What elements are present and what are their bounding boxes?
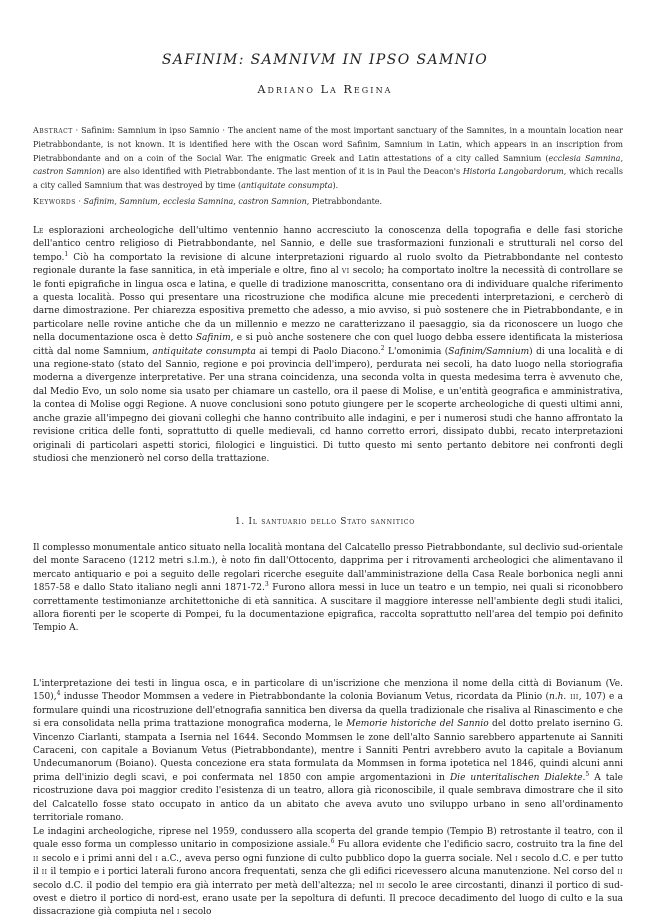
footnote-ref: 5 [585,770,590,778]
paragraph-intro: Le esplorazioni archeologiche dell'ultimo ventennio hanno accresciuto la conoscenza della topografia e delle fasi storiche dell'antico centro religioso di Pietrabbondante, nel Sannio, e delle sue trasformazioni funzionali e strutturali nel corso del tempo.$^1$ Ciò ha comportato la revisione di alcune interpretazioni riguardo al ruolo svolto da Pietrabbondante nel contesto regionale durante la fase sannitica, in età imperiale e oltre, fino al vi secolo; ha comportato inoltre la necessità di controllare se le fonti epigrafiche in lingua osca e latina, e quelle di tradizione manoscritta, consentano ora di individuare qualche riferimento a questa località. Posso qui presentare una ricostruzione che modifica alcune mie precedenti interpretazioni, e cercherò di darne dimostrazione. Per chiarezza espositiva premetto che adesso, a mio avviso, si può sostenere che in Pietrabbondante, e in particolare nelle rovine antiche che da un millennio e mezzo ne caratterizzano il paesaggio, sia da riconoscere un luogo che nella documentazione osca è detto Safinim, e si può anche sostenere che con quel luogo debba essere identificata la misteriosa città dal nome Samnium, antiquitate consumpta ai tempi di Paolo Diacono.$^2$ L'omonimia (Safinim/Samnium) di una località e di una regione-stato (stato del Sannio, regione e poi provincia dell'impero), perdurata nei secoli, ha dato luogo nella storiografia moderna a divergenze interpretative. Per una strana coincidenza, una seconda volta in questa medesima terra è avvenuto che, dal Medio Evo, un solo nome sia usato per chiamare un castello, ora il paese di Molise, e un'entità geografica e amministrativa, la contea di Molise oggi Regione. A nuove conclusioni sono potuto giungere per le scoperte archeologiche di questi ultimi anni, anche grazie all'impegno dei giovani colleghi che hanno contribuito alle indagini, e per i numerosi studi che hanno affrontato la revisione critica delle fonti, soprattutto di quelle medievali, cd hanno corretto errori, dissipato dubbi, recato interpretazioni originali di particolari aspetti storici, filologici e linguistici. Di tutto questo mi sento pertanto debitore nei confronti degli studiosi che menzionerò nel corso della trattazione. [33,226,624,464]
footnote-ref: 1 [64,250,69,258]
section-heading: 1. Il santuario dello Stato sannitico [234,517,416,527]
footnote-ref: 3 [264,581,269,589]
paragraph: L'interpretazione dei testi in lingua osca, e in particolare di un'iscrizione che menziona il nome della città di Bovianum (Ve. 150),$^4$ indusse Theodor Mommsen a vedere in Pietrabbondante la colonia Bovianum Vetus, ricordata da Plinio (n.h. iii, 107) e a formulare quindi una ricostruzione dell'etnografia sannitica ben diversa da quella tradizionale che risaliva al Rinascimento e che si era consolidata nella prima trattazione monografica moderna, le Memorie historiche del Sannio del dotto prelato isernino G. Vincenzo Ciarlanti, stampata a Isernia nel 1644. Secondo Mommsen le zone dell'alto Sannio sarebbero appartenute ai Sanniti Caraceni, con capitale a Bovianum Vetus (Pietrabbondante), mentre i Sanniti Pentri avrebbero avuto la capitale a Bovianum Undecumanorum (Boiano). Questa concezione era stata formulata da Mommsen in forma ipotetica nel 1846, quindi alcuni anni prima dell'inizio degli scavi, e poi confermata nel 1850 con ampie argomentazioni in Die unteritalischen Dialekte.$^5$ A tale ricostruzione dava poi maggior credito l'esistenza di un teatro, allora già riconoscibile, il quale sembrava dimostrare che il sito del Calcatello fosse stato occupato in antico da un abitato che aveva avuto uno sviluppo urbano in seno all'ordinamento territoriale romano. [33,679,623,824]
article-author: Adriano La Regina [257,83,393,96]
dropcap: Le [33,226,44,236]
paragraph: Il complesso monumentale antico situato nella località montana del Calcatello presso Pietrabbondante, sul declivio sud-orientale del monte Saraceno (1212 metri s.l.m.), è noto fin dall'Ottocento, dapprima per i ritrovamenti archeologici che alimentavano il mercato antiquario e poi a seguito delle regolari ricerche eseguite dall'amministrazione della Casa Reale borbonica negli anni 1857-58 e dallo Stato italiano negli anni 1871-72.$^3$ Furono allora messi in luce un teatro e un tempio, nei quali si riconobbero correttamente testimonianze architettoniche di età sannitica. A suscitare il maggiore interesse nell'ambiente degli studi italici, allora fiorenti per le scoperte di Pompei, fu la documentazione epigrafica, raccolta soprattutto nell'area del tempio poi definito Tempio A. [33,543,623,634]
paragraph: Le indagini archeologiche, riprese nel 1959, condussero alla scoperta del grande tempio (Tempio B) retrostante il teatro, con il quale esso forma un complesso unitario in composizione assiale.$^6$ Fu allora evidente che l'edificio sacro, costruito tra la fine del ii secolo e i primi anni del i a.C., aveva perso ogni funzione di culto pubblico dopo la guerra sociale. Nel i secolo d.C. e per tutto il ii il tempio e i portici laterali furono ancora frequentati, senza che gli edifici ricevessero alcuna manutenzione. Nel corso del ii secolo d.C. il podio del tempio era già interrato per metà dell'altezza; nel iii secolo le aree circostanti, dinanzi il portico di sud-ovest e dietro il portico di nord-est, erano usate per la sepoltura di defunti. Il precoce decadimento del luogo di culto e la sua dissacrazione già compiuta nel i secolo [33,827,623,918]
keywords: Keywords · Safinim, Samnium, ecclesia Samnina, castron Samnion, Pietrabbondante. [33,197,383,206]
article-title: SAFINIM: SAMNIVM IN IPSO SAMNIO [161,52,489,68]
footnote-ref: 4 [56,690,61,698]
footnote-ref: 6 [330,838,335,846]
keywords-label: Keywords [33,197,76,206]
footnote-ref: 2 [380,344,385,352]
abstract: Abstract · Safinim: Samnium in ipso Samnio · The ancient name of the most important sanctuary of the Samnites, in a mountain location near Pietrabbondante, is not known. It is identified here with the Oscan word Safinim, Samnium in Latin, which appears in an inscription from Pietrabbondante and on a coin of the Social War. The enigmatic Greek and Latin attestations of a city called Samnium (ecclesia Samnina, castron Samnion) are also identified with Pietrabbondante. The last mention of it is in Paul the Deacon's Historia Langobardorum, which recalls a city called Samnium that was destroyed by time (antiquitate consumpta). [33,126,623,191]
abstract-label: Abstract [33,126,73,135]
